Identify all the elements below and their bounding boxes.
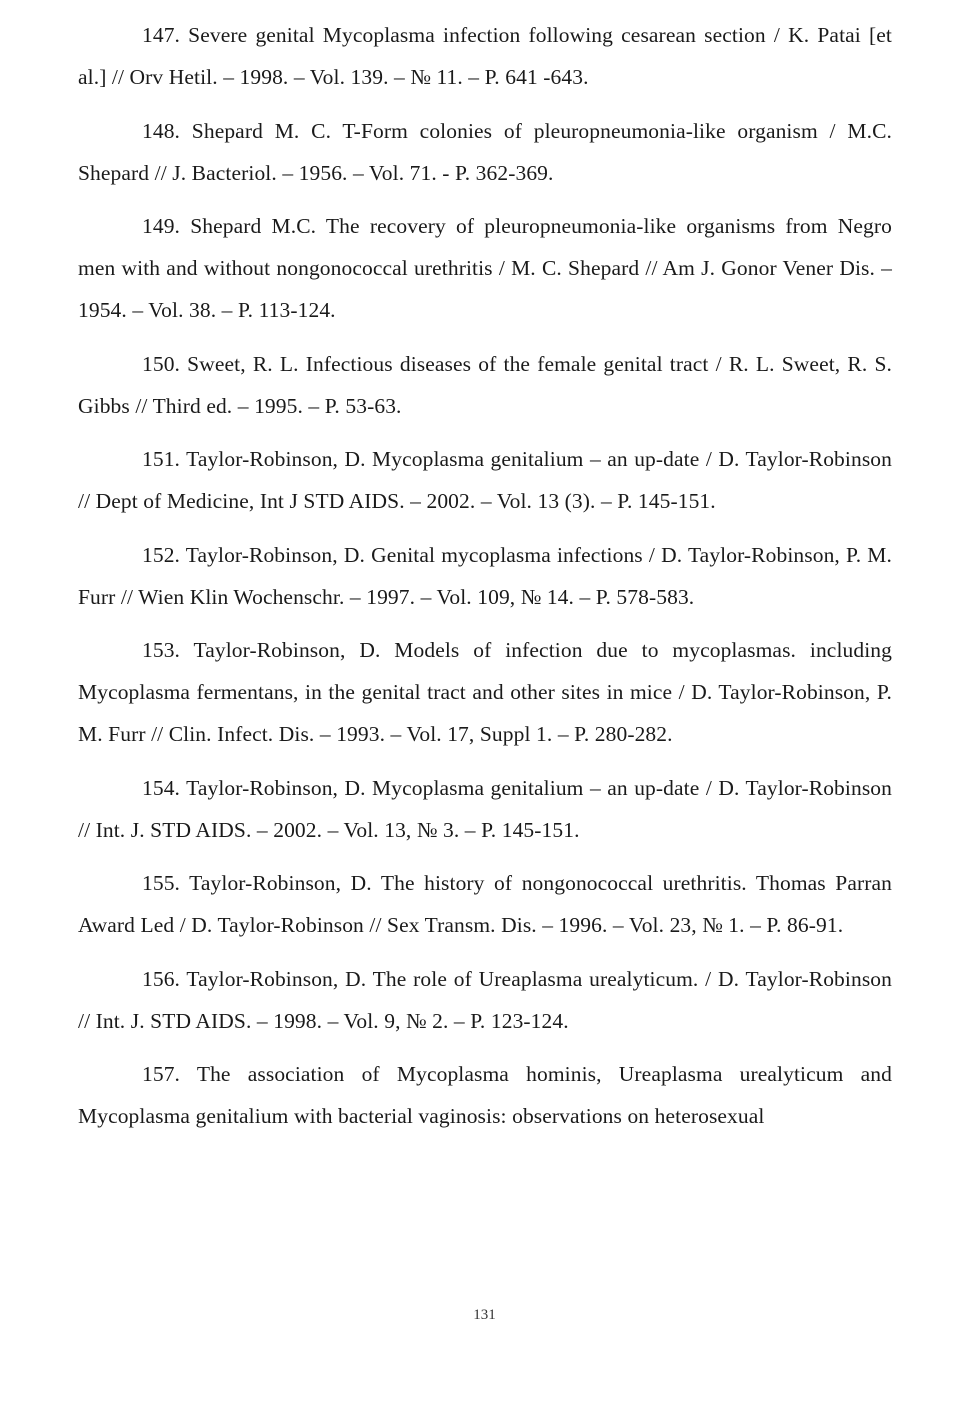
reference-item: 154. Taylor-Robinson, D. Mycoplasma genitalium – an up-date / D. Taylor-Robinson // Int. J. STD AIDS. – 2002. – Vol. 13, № 3. – P. 145-151. (78, 775, 892, 842)
reference-item: 153. Taylor-Robinson, D. Models of infection due to mycoplasmas. including Mycoplasma fermentans, in the genital tract and other sites in mice / D. Taylor-Robinson, P. M. Furr // Clin. Infect. Dis. – 1993. – Vol. 17, Suppl 1. – P. 280-282. (78, 638, 892, 746)
reference-item: 152. Taylor-Robinson, D. Genital mycoplasma infections / D. Taylor-Robinson, P. M. Furr // Wien Klin Wochenschr. – 1997. – Vol. 109, № 14. – P. 578-583. (78, 542, 892, 609)
reference-item: 157. The association of Mycoplasma hominis, Ureaplasma urealyticum and Mycoplasma genitalium with bacterial vaginosis: observations on heterosexual (78, 1062, 892, 1128)
reference-item: 148. Shepard M. C. T-Form colonies of pleuropneumonia-like organism / M.C. Shepard // J. Bacteriol. – 1956. – Vol. 71. - P. 362-369. (78, 118, 892, 185)
reference-item: 150. Sweet, R. L. Infectious diseases of the female genital tract / R. L. Sweet, R. S. Gibbs // Third ed. – 1995. – P. 53-63. (78, 351, 892, 418)
reference-item: 151. Taylor-Robinson, D. Mycoplasma genitalium – an up-date / D. Taylor-Robinson // Dept of Medicine, Int J STD AIDS. – 2002. – Vol. 13 (3). – P. 145-151. (78, 447, 892, 513)
reference-list (78, 14, 892, 1149)
page-number: 131 (473, 1307, 496, 1323)
reference-item: 147. Severe genital Mycoplasma infection following cesarean section / K. Patai [et al.] // Orv Hetil. – 1998. – Vol. 139. – № 11. – P. 641 -643. (78, 23, 892, 89)
reference-item: 155. Taylor-Robinson, D. The history of nongonococcal urethritis. Thomas Parran Award Led / D. Taylor-Robinson // Sex Transm. Dis. – 1996. – Vol. 23, № 1. – P. 86-91. (78, 871, 892, 937)
reference-item: 156. Taylor-Robinson, D. The role of Ureaplasma urealyticum. / D. Taylor-Robinson // Int. J. STD AIDS. – 1998. – Vol. 9, № 2. – P. 123-124. (78, 966, 892, 1033)
reference-item: 149. Shepard M.C. The recovery of pleuropneumonia-like organisms from Negro men with and without nongonococcal urethritis / M. C. Shepard // Am J. Gonor Vener Dis. – 1954. – Vol. 38. – P. 113-124. (78, 214, 892, 322)
